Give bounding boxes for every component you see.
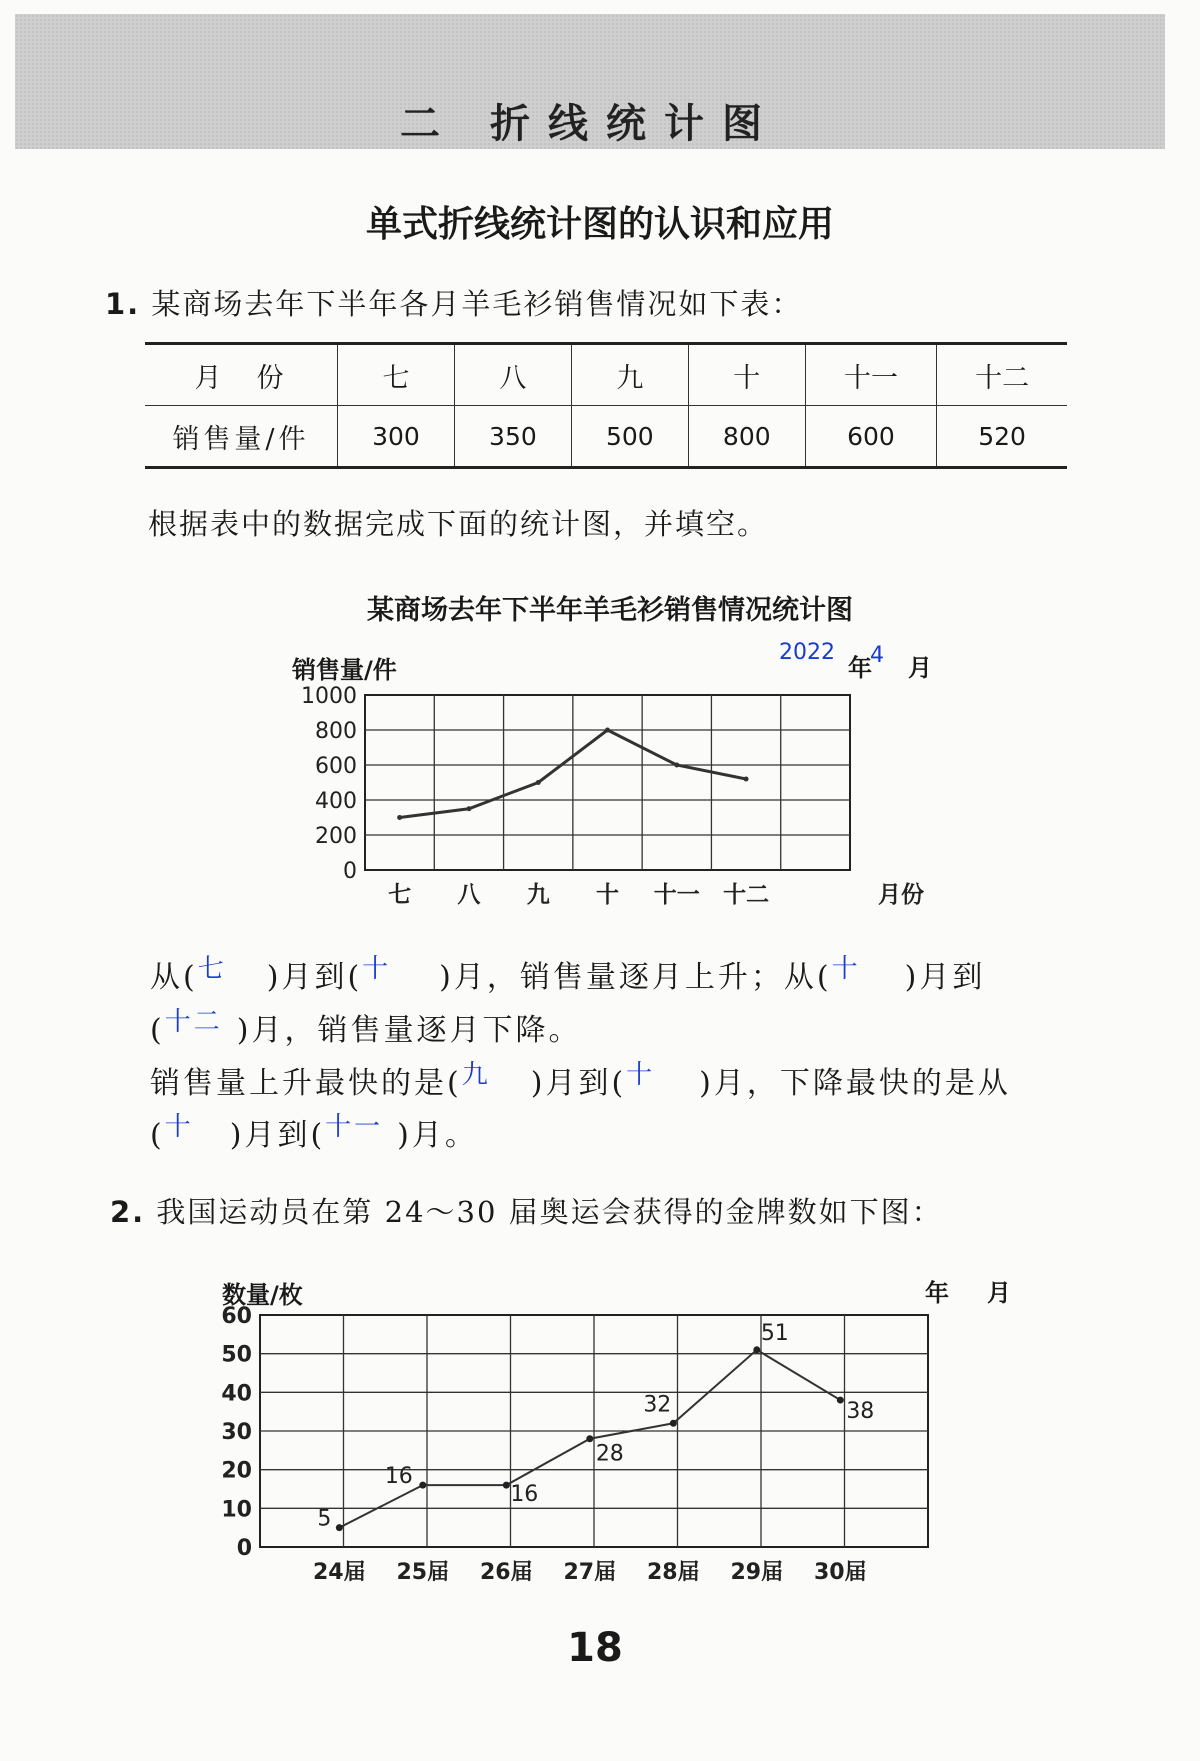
y-tick-label: 0: [236, 1536, 252, 1561]
y-tick-label: 200: [315, 824, 357, 849]
x-tick-label: 27届: [563, 1560, 617, 1585]
chart-1-ylabel: 销售量/件: [292, 656, 397, 684]
chart-1: [280, 680, 940, 910]
data-point: [397, 815, 402, 820]
answer-4: 十二: [164, 1007, 223, 1037]
answer-2: 十: [362, 954, 392, 984]
lesson-title: 单式折线统计图的认识和应用: [365, 204, 834, 245]
data-point: [674, 763, 679, 768]
data-point: [419, 1482, 426, 1489]
x-tick-label: 十二: [723, 882, 770, 908]
x-tick-label: 八: [457, 882, 481, 908]
x-tick-label: 28届: [647, 1560, 700, 1585]
fill-text: )月到(: [266, 960, 363, 995]
table-header-month: 月 份: [145, 344, 338, 406]
answer-1: 七: [197, 954, 227, 984]
chart-2-ylabel: 数量/枚: [222, 1281, 303, 1309]
sales-table: [145, 342, 1067, 469]
data-label: 16: [384, 1464, 413, 1490]
table-header-sales: 销售量/件: [145, 406, 338, 468]
fill-line-3: [150, 1058, 1011, 1102]
answer-5: 九: [461, 1060, 491, 1090]
answer-3: 十: [831, 954, 861, 984]
y-tick-label: 20: [221, 1458, 252, 1484]
data-label: 32: [643, 1392, 672, 1418]
x-tick-label: 24届: [313, 1560, 366, 1585]
chart-1-handwritten-month: 4: [870, 643, 884, 668]
data-point: [605, 728, 610, 733]
fill-text: (: [150, 1013, 165, 1048]
x-tick-label: 26届: [480, 1560, 533, 1585]
y-tick-label: 0: [343, 859, 357, 884]
data-point: [336, 1524, 343, 1531]
x-tick-label: 25届: [396, 1560, 450, 1585]
fill-text: )月，销售量逐月上升；从(: [439, 960, 832, 995]
y-tick-label: 30: [221, 1420, 252, 1445]
chart-1-month-label: 月: [908, 654, 932, 682]
data-point: [536, 780, 541, 785]
table-cell: 600: [805, 406, 936, 468]
data-point: [586, 1435, 593, 1442]
data-point: [503, 1482, 510, 1489]
instruction: 根据表中的数据完成下面的统计图，并填空。: [148, 507, 769, 541]
chart-1-title: 某商场去年下半年羊毛衫销售情况统计图: [367, 595, 853, 626]
x-tick-label: 十一: [653, 882, 700, 908]
data-label: 51: [760, 1320, 789, 1346]
table-cell: 九: [571, 344, 688, 406]
fill-text: )月到: [904, 960, 986, 995]
y-tick-label: 400: [315, 789, 357, 814]
table-row: [145, 406, 1067, 468]
chart-1-handwritten-year: 2022: [779, 640, 835, 665]
section-banner: [15, 14, 1165, 149]
y-tick-label: 40: [221, 1381, 252, 1407]
fill-text: 从(: [150, 960, 198, 995]
chart-2-year-label: 年: [925, 1279, 949, 1307]
table-cell: 500: [571, 406, 688, 468]
table-cell: 十一: [805, 344, 936, 406]
table-row: [145, 344, 1067, 406]
x-axis-label: 月份: [878, 882, 924, 908]
fill-text: )月到(: [530, 1066, 627, 1101]
table-cell: 300: [338, 406, 455, 468]
y-tick-label: 1000: [301, 684, 357, 709]
table-cell: 十: [688, 344, 805, 406]
data-label: 38: [846, 1399, 875, 1425]
question-2-text: 我国运动员在第 24～30 届奥运会获得的金牌数如下图：: [156, 1195, 943, 1229]
table-cell: 520: [937, 406, 1067, 468]
fill-text: )月，下降最快的是从: [699, 1066, 1011, 1101]
table-cell: 350: [454, 406, 571, 468]
x-tick-label: 29届: [730, 1560, 784, 1585]
y-tick-label: 800: [315, 719, 357, 744]
chart-1-year-label: 年: [848, 654, 872, 682]
answer-6: 十: [626, 1060, 656, 1090]
x-tick-label: 30届: [814, 1560, 867, 1585]
question-1-text: 某商场去年下半年各月羊毛衫销售情况如下表：: [151, 287, 803, 321]
table-cell: 800: [688, 406, 805, 468]
chart-2-month-label: 月: [987, 1279, 1011, 1307]
fill-text: (: [150, 1118, 165, 1153]
chart-2: [205, 1300, 965, 1590]
fill-text: )月。: [397, 1118, 478, 1153]
data-label: 16: [510, 1482, 539, 1508]
data-point: [753, 1346, 760, 1353]
page-number: 18: [567, 1625, 623, 1671]
fill-line-1: [150, 952, 985, 996]
table-cell: 八: [454, 344, 571, 406]
data-label: 5: [317, 1506, 332, 1532]
x-tick-label: 九: [526, 882, 550, 908]
answer-8: 十一: [325, 1112, 384, 1142]
data-point: [466, 806, 471, 811]
fill-text: )月到(: [229, 1118, 326, 1153]
question-1: [105, 282, 802, 323]
x-tick-label: 七: [388, 882, 412, 908]
answer-7: 十: [164, 1112, 194, 1142]
x-tick-label: 十: [596, 882, 619, 908]
data-point: [837, 1397, 844, 1404]
plot-frame: [365, 695, 850, 870]
y-tick-label: 60: [221, 1304, 252, 1329]
question-2: [110, 1190, 943, 1231]
data-point: [744, 777, 749, 782]
table-cell: 七: [338, 344, 455, 406]
y-tick-label: 10: [221, 1497, 252, 1523]
question-2-number: 2.: [110, 1195, 146, 1229]
y-tick-label: 50: [221, 1342, 252, 1368]
data-label: 28: [595, 1441, 624, 1467]
data-point: [670, 1420, 677, 1427]
fill-text: )月，销售量逐月下降。: [236, 1013, 582, 1048]
table-cell: 十二: [937, 344, 1067, 406]
fill-line-4: [150, 1110, 478, 1154]
question-1-number: 1.: [105, 287, 141, 321]
fill-text: 销售量上升最快的是(: [150, 1066, 462, 1101]
section-title-banner: 二 折线统计图: [400, 101, 780, 147]
fill-line-2: [150, 1005, 581, 1049]
y-tick-label: 600: [315, 754, 357, 779]
